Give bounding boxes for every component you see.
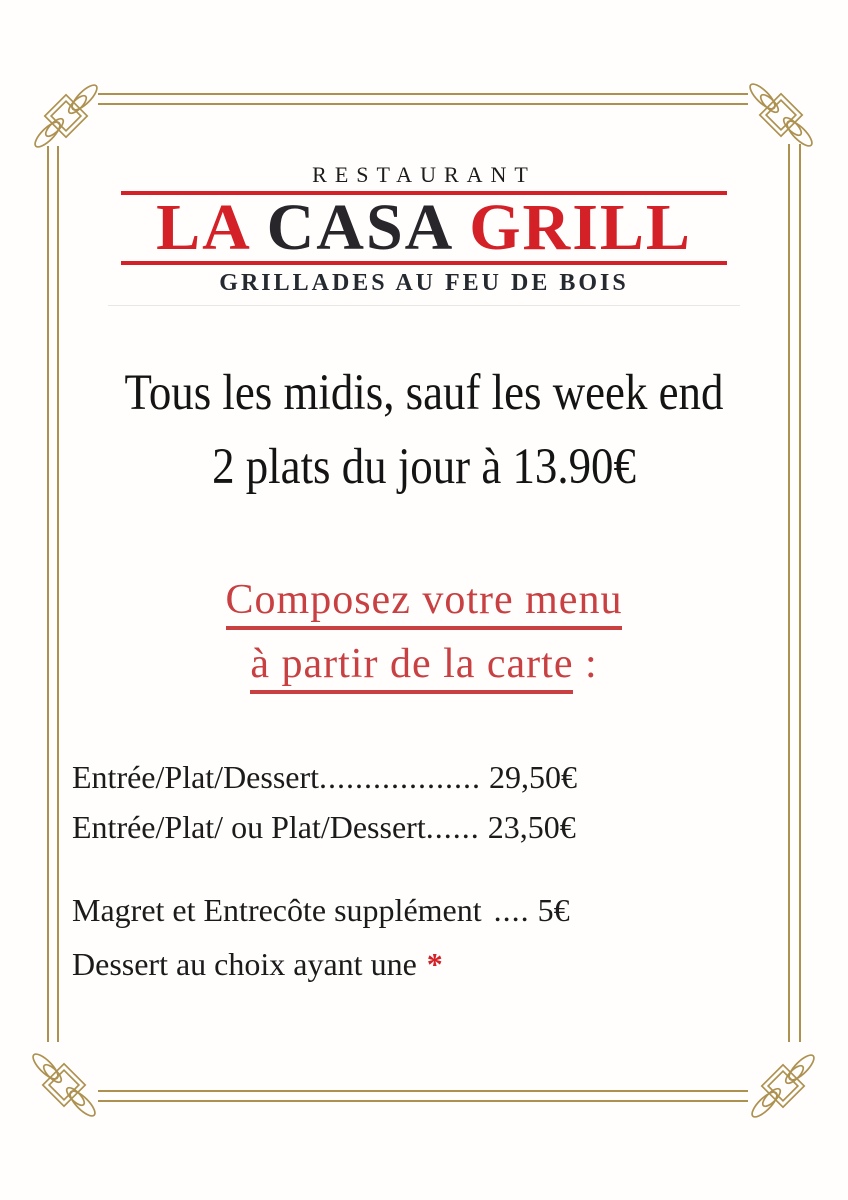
menu-item-full: [72, 752, 776, 802]
daily-offer: [0, 356, 848, 504]
dessert-note: [72, 938, 776, 990]
corner-ornament-bottom-right: [733, 1036, 833, 1136]
dot-leader: ....: [493, 892, 530, 928]
menu-item-two-courses: [72, 802, 776, 852]
menu-item-label: Magret et Entrecôte supplément: [72, 892, 482, 928]
corner-ornament-top-right: [731, 65, 831, 165]
daily-offer-line1: Tous les midis, sauf les week end: [124, 365, 724, 421]
corner-ornament-bottom-left: [14, 1035, 114, 1135]
menu-item-label: Entrée/Plat/ ou Plat/Dessert: [72, 809, 426, 845]
dot-leader: ......: [425, 809, 480, 845]
compose-colon: :: [573, 641, 598, 687]
logo-tagline: GRILLADES AU FEU DE BOIS: [219, 270, 629, 296]
brand-word-grill: GRILL: [469, 191, 692, 264]
logo-kicker: RESTAURANT: [312, 162, 536, 187]
dessert-note-text: Dessert au choix ayant une: [72, 946, 417, 982]
menu-item-supplement: [72, 885, 776, 935]
menu-item-price: 5€: [537, 892, 570, 928]
corner-ornament-top-left: [16, 66, 116, 166]
daily-offer-line2: 2 plats du jour à 13.90€: [212, 439, 636, 495]
compose-heading: [0, 568, 848, 696]
dot-leader: ..................: [319, 759, 482, 795]
asterisk-mark: *: [426, 946, 443, 982]
brand-word-casa: CASA: [266, 191, 451, 264]
menu-list: [72, 752, 776, 990]
compose-line1: Composez votre menu: [0, 568, 848, 632]
menu-item-price: 29,50€: [489, 759, 578, 795]
menu-item-label: Entrée/Plat/Dessert: [72, 759, 320, 795]
frame-border-bottom: [98, 1090, 748, 1102]
compose-line2: à partir de la carte :: [0, 632, 848, 696]
brand-title: [108, 191, 740, 264]
menu-item-price: 23,50€: [487, 809, 576, 845]
restaurant-logo: [108, 162, 740, 306]
frame-border-top: [98, 93, 748, 105]
brand-word-la: LA: [156, 191, 249, 264]
